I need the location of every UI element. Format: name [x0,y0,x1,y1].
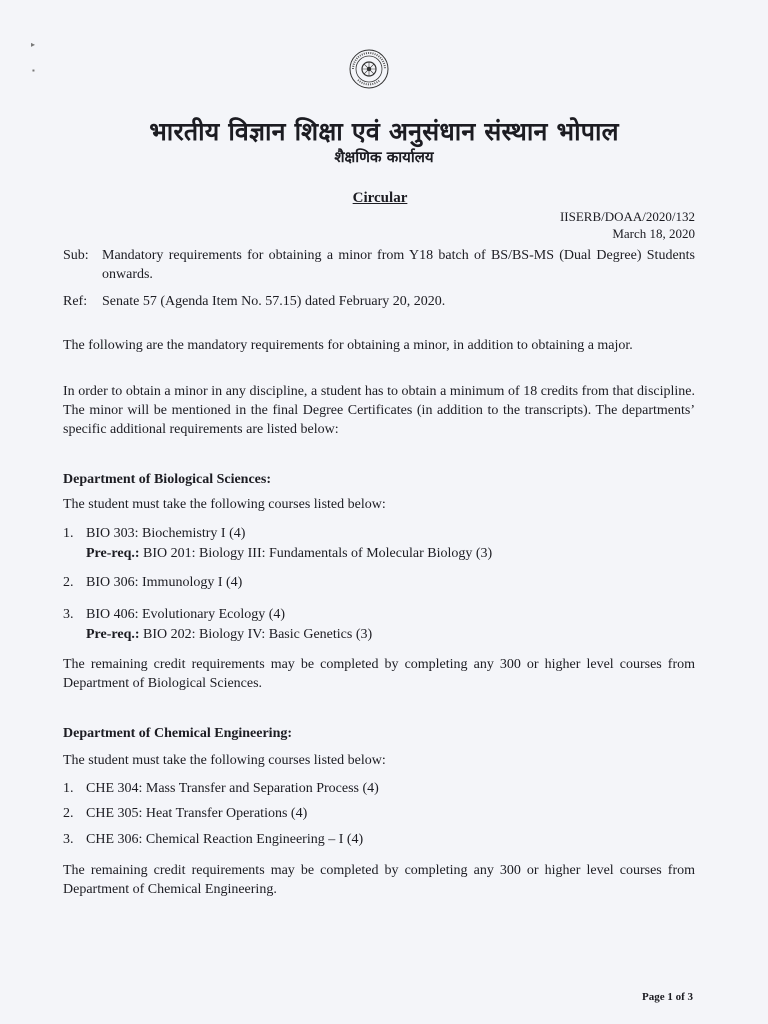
bio-remaining-credits: The remaining credit requirements may be completed by completing any 300 or higher level courses from Department of Biological Sciences. [63,657,695,691]
course-name: BIO 406: Evolutionary Ecology (4) [86,607,286,622]
document-date: March 18, 2020 [612,226,695,241]
reference-text: Senate 57 (Agenda Item No. 57.15) dated February 20, 2020. [102,294,446,309]
course-name: BIO 306: Immunology I (4) [86,575,243,590]
list-item [63,830,363,850]
course-name: CHE 304: Mass Transfer and Separation Process (4) [86,781,379,796]
list-item [63,605,372,645]
course-name: CHE 305: Heat Transfer Operations (4) [86,806,308,821]
subject-line [63,246,695,284]
che-heading: Department of Chemical Engineering: [63,726,293,741]
prereq-course: BIO 201: Biology III: Fundamentals of Molecular Biology (3) [143,546,493,561]
reference-number: IISERB/DOAA/2020/132 [559,209,695,224]
course-name: BIO 303: Biochemistry I (4) [86,526,246,541]
item-number: 1. [63,781,74,796]
list-item [63,573,242,593]
reference-label: Ref: [63,294,88,309]
item-number: 3. [63,832,74,847]
che-intro: The student must take the following courses listed below: [63,753,386,768]
list-item [63,804,307,824]
item-number: 1. [63,526,74,541]
prereq-course: BIO 202: Biology IV: Basic Genetics (3) [143,627,373,642]
reference-line [63,292,695,311]
bio-intro: The student must take the following courses listed below: [63,497,386,512]
list-item [63,779,379,799]
item-number: 2. [63,806,74,821]
prereq-label: Pre-req.: [86,546,140,561]
prereq-label: Pre-req.: [86,627,140,642]
bio-heading: Department of Biological Sciences: [63,472,272,487]
page-number: Page 1 of 3 [641,991,693,1003]
item-number: 2. [63,575,74,590]
minor-requirements-paragraph: In order to obtain a minor in any discipline, a student has to obtain a minimum of 18 credits from that discipline. The minor will be mentioned in the final Degree Certificates (in addition to the transcripts). The departments’ specific additional requirements are listed below: [63,384,695,437]
subject-text: Mandatory requirements for obtaining a minor from Y18 batch of BS/BS-MS (Dual Degree) Students onwards. [102,248,695,282]
subject-label: Sub: [63,248,89,263]
institute-name-hindi: भारतीय विज्ञान शिक्षा एवं अनुसंधान संस्थान भोपाल [149,117,619,146]
intro-paragraph: The following are the mandatory requirements for obtaining a minor, in addition to obtaining a major. [63,338,633,353]
scan-mark: ▸ [31,40,36,49]
che-remaining-credits: The remaining credit requirements may be completed by completing any 300 or higher level courses from Department of Chemical Engineering. [63,863,695,897]
reference-block [560,208,695,242]
document-title: Circular [352,190,408,206]
list-item [63,524,492,564]
institute-seal-logo [349,49,389,89]
item-number: 3. [63,607,74,622]
course-name: CHE 306: Chemical Reaction Engineering – I (4) [86,832,364,847]
office-name-hindi: शैक्षणिक कार्यालय [334,148,434,166]
scan-mark: ▪ [32,66,35,75]
